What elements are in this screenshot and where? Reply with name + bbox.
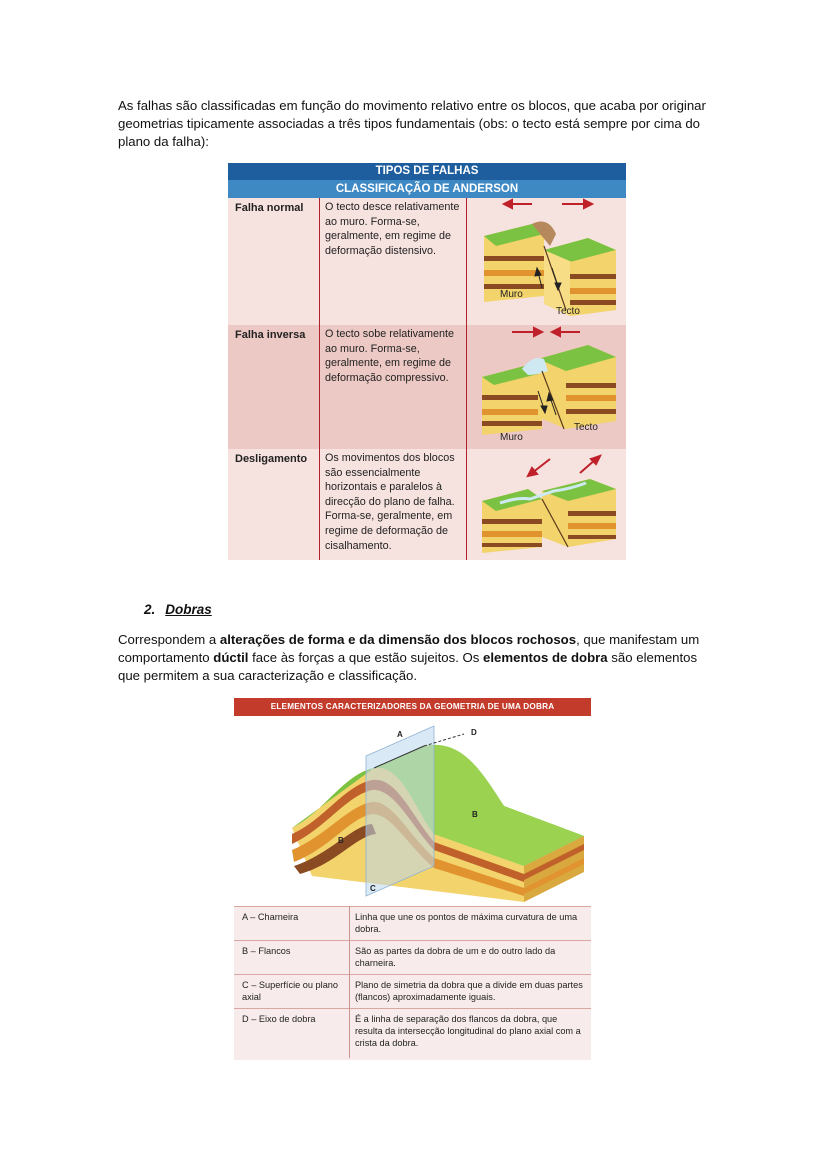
fault-row-reverse	[228, 325, 626, 449]
column-divider	[319, 198, 320, 560]
fault-row-strike-slip	[228, 449, 626, 560]
arrow-left-icon	[504, 200, 532, 208]
hanging-wall-label: Tecto	[574, 422, 598, 433]
normal-fault-diagram	[470, 198, 626, 325]
bold-term: dúctil	[213, 650, 249, 665]
arrow-left-icon	[552, 328, 580, 336]
arrow-right-icon	[562, 200, 592, 208]
fault-name: Desligamento	[235, 453, 308, 465]
fault-table-subtitle: CLASSIFICAÇÃO DE ANDERSON	[228, 180, 626, 198]
column-divider	[466, 198, 467, 560]
strike-slip-fault-diagram	[470, 449, 626, 560]
fold-table-row	[234, 906, 591, 941]
point-label-b: B	[338, 836, 344, 845]
fold-elements-figure	[234, 698, 591, 1060]
fold-definition: Linha que une os pontos de máxima curvatura de uma dobra.	[355, 912, 578, 934]
section-heading	[144, 602, 212, 617]
fold-table-row	[234, 940, 591, 975]
fold-figure-banner: ELEMENTOS CARACTERIZADORES DA GEOMETRIA DE UMA DOBRA	[234, 698, 591, 716]
fault-description: O tecto desce relativamente ao muro. Forma-se, geralmente, em regime de deformação distensivo.	[325, 201, 460, 257]
point-label-d: D	[471, 728, 477, 737]
hanging-wall-label: Tecto	[556, 306, 580, 317]
fold-term: A – Charneira	[242, 912, 299, 922]
fault-description: Os movimentos dos blocos são essencialmente horizontais e paralelos à direcção do plano de falha. Forma-se, geralmente, em regime de deformação de cisalhamento.	[325, 452, 455, 552]
fault-name: Falha inversa	[235, 329, 306, 341]
point-label-b: B	[472, 810, 478, 819]
text-segment: face às forças a que estão sujeitos. Os	[248, 650, 484, 665]
text-segment: Correspondem a	[118, 632, 220, 647]
column-divider	[349, 906, 350, 1058]
section-title: Dobras	[165, 602, 212, 617]
point-label-a: A	[397, 730, 403, 739]
section-number: 2.	[144, 602, 156, 617]
intro-paragraph: As falhas são classificadas em função do movimento relativo entre os blocos, que acaba por originar geometrias tipicamente associadas a três tipos fundamentais (obs: o tecto está sempre por cima do plano da falha):	[118, 98, 706, 149]
footwall-label: Muro	[500, 289, 523, 300]
fault-table-title: TIPOS DE FALHAS	[228, 163, 626, 180]
arrow-right-icon	[512, 328, 542, 336]
arrow-up-right-icon	[580, 456, 600, 473]
arrow-down-left-icon	[528, 459, 550, 476]
fold-term: D – Eixo de dobra	[242, 1014, 316, 1024]
fold-term: C – Superfície ou plano axial	[242, 980, 339, 1002]
fold-definition: São as partes da dobra de um e do outro lado da charneira.	[355, 946, 556, 968]
dobras-paragraph	[118, 631, 718, 685]
reverse-fault-diagram	[470, 325, 626, 449]
text-segment: , que manifestam um comportamento	[118, 632, 700, 665]
fault-row-normal	[228, 198, 626, 325]
fold-definition: Plano de simetria da dobra que a divide em duas partes (flancos) aproximadamente iguais.	[355, 980, 583, 1002]
point-label-c: C	[370, 884, 376, 893]
fault-description: O tecto sobe relativamente ao muro. Forma-se, geralmente, em regime de deformação compressivo.	[325, 328, 455, 384]
text-segment: são elementos que permitem a sua caracterização e classificação.	[118, 650, 698, 683]
fold-definition: É a linha de separação dos flancos da dobra, que resulta da intersecção longitudinal do plano axial com a crista da dobra.	[355, 1014, 581, 1048]
fold-term: B – Flancos	[242, 946, 291, 956]
fault-name: Falha normal	[235, 202, 304, 214]
footwall-label: Muro	[500, 432, 523, 443]
fold-table-row	[234, 1008, 591, 1059]
bold-term: elementos de dobra	[483, 650, 608, 665]
bold-term: alterações de forma e da dimensão dos blocos rochosos	[219, 632, 577, 647]
fold-table-row	[234, 974, 591, 1009]
fault-types-table	[228, 163, 626, 560]
fold-diagram	[234, 716, 591, 906]
